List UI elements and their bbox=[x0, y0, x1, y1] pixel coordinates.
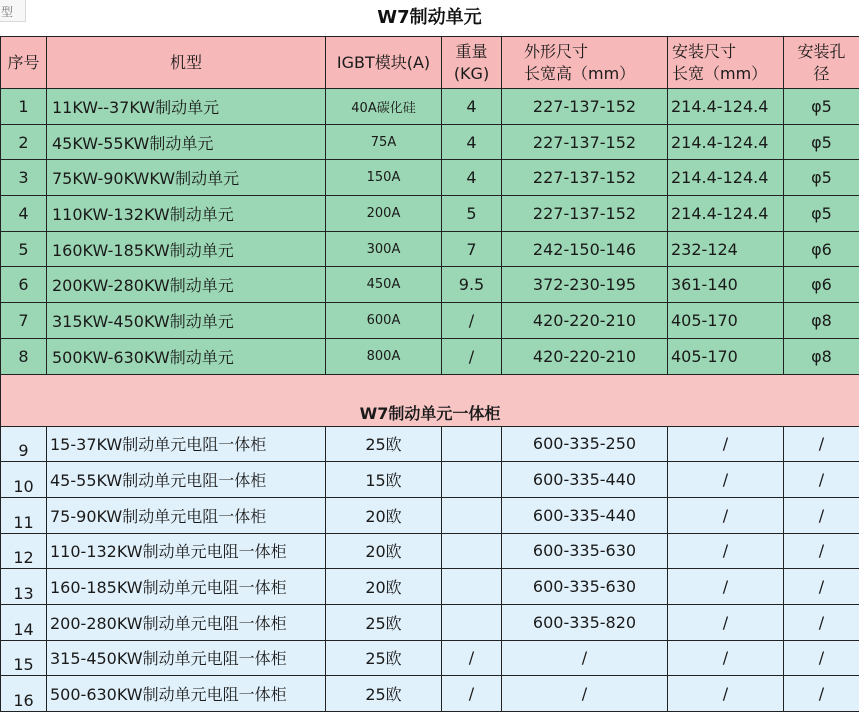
col-header-mount-line1: 安装尺寸 bbox=[672, 41, 737, 61]
cell-mount: 214.4-124.4 bbox=[668, 124, 784, 160]
unit-row bbox=[1, 267, 859, 303]
cell-index: 2 bbox=[1, 124, 47, 160]
cell-igbt: 20欧 bbox=[326, 533, 442, 569]
cell-model: 11KW--37KW制动单元 bbox=[47, 89, 326, 125]
col-header-size bbox=[502, 37, 668, 89]
cell-index: 13 bbox=[1, 569, 47, 605]
col-header-weight-line2: (KG) bbox=[453, 63, 490, 83]
cell-size: 227-137-152 bbox=[502, 124, 668, 160]
cell-igbt: 200A bbox=[326, 196, 442, 232]
cell-hole: φ8 bbox=[784, 338, 859, 374]
cell-model: 75-90KW制动单元电阻一体柜 bbox=[47, 497, 326, 533]
cell-size: 600-335-820 bbox=[502, 604, 668, 640]
cell-size: 227-137-152 bbox=[502, 89, 668, 125]
cell-size: 420-220-210 bbox=[502, 303, 668, 339]
cell-size: 420-220-210 bbox=[502, 338, 668, 374]
cell-weight bbox=[442, 426, 502, 462]
cell-mount: 214.4-124.4 bbox=[668, 196, 784, 232]
cell-size: 242-150-146 bbox=[502, 231, 668, 267]
unit-row bbox=[1, 196, 859, 232]
cabinet-row bbox=[1, 569, 859, 605]
cell-index: 4 bbox=[1, 196, 47, 232]
cell-hole: φ8 bbox=[784, 303, 859, 339]
cell-model: 160KW-185KW制动单元 bbox=[47, 231, 326, 267]
col-header-model: 机型 bbox=[47, 37, 326, 89]
cell-index: 5 bbox=[1, 231, 47, 267]
col-header-hole bbox=[784, 37, 859, 89]
col-header-mount-line2: 长宽（mm） bbox=[672, 63, 768, 83]
cell-size: 227-137-152 bbox=[502, 196, 668, 232]
cell-weight: / bbox=[442, 640, 502, 676]
col-header-index: 序号 bbox=[1, 37, 47, 89]
cell-mount: 214.4-124.4 bbox=[668, 89, 784, 125]
cell-index: 7 bbox=[1, 303, 47, 339]
cell-model: 45KW-55KW制动单元 bbox=[47, 124, 326, 160]
cell-hole: / bbox=[784, 462, 859, 498]
cell-model: 75KW-90KWKW制动单元 bbox=[47, 160, 326, 196]
cabinet-row bbox=[1, 640, 859, 676]
cell-igbt: 600A bbox=[326, 303, 442, 339]
cabinet-row bbox=[1, 676, 859, 712]
cell-mount: / bbox=[668, 676, 784, 712]
cell-weight bbox=[442, 497, 502, 533]
cell-igbt: 450A bbox=[326, 267, 442, 303]
cell-model: 160-185KW制动单元电阻一体柜 bbox=[47, 569, 326, 605]
cell-index: 16 bbox=[1, 676, 47, 712]
cell-size: 600-335-250 bbox=[502, 426, 668, 462]
unit-row bbox=[1, 160, 859, 196]
cell-hole: / bbox=[784, 497, 859, 533]
cell-mount: / bbox=[668, 462, 784, 498]
cell-hole: / bbox=[784, 676, 859, 712]
cell-weight: 7 bbox=[442, 231, 502, 267]
cell-igbt: 300A bbox=[326, 231, 442, 267]
cell-weight: 4 bbox=[442, 160, 502, 196]
cell-weight: 5 bbox=[442, 196, 502, 232]
cell-weight: 9.5 bbox=[442, 267, 502, 303]
cell-size: / bbox=[502, 676, 668, 712]
cell-weight bbox=[442, 604, 502, 640]
cell-mount: / bbox=[668, 640, 784, 676]
cabinet-row bbox=[1, 604, 859, 640]
cell-model: 200KW-280KW制动单元 bbox=[47, 267, 326, 303]
sheet-tab[interactable]: 型 bbox=[0, 0, 26, 22]
cell-igbt: 20欧 bbox=[326, 569, 442, 605]
cell-weight bbox=[442, 533, 502, 569]
cell-index: 9 bbox=[1, 426, 47, 462]
col-header-hole-line2: 径 bbox=[813, 63, 830, 83]
cell-hole: φ5 bbox=[784, 160, 859, 196]
cell-model: 315KW-450KW制动单元 bbox=[47, 303, 326, 339]
cell-size: 227-137-152 bbox=[502, 160, 668, 196]
cell-index: 8 bbox=[1, 338, 47, 374]
cell-igbt: 25欧 bbox=[326, 640, 442, 676]
cell-weight: 4 bbox=[442, 124, 502, 160]
cell-model: 110-132KW制动单元电阻一体柜 bbox=[47, 533, 326, 569]
cell-index: 1 bbox=[1, 89, 47, 125]
cell-model: 200-280KW制动单元电阻一体柜 bbox=[47, 604, 326, 640]
cell-model: 315-450KW制动单元电阻一体柜 bbox=[47, 640, 326, 676]
cell-mount: 405-170 bbox=[668, 338, 784, 374]
cabinet-row bbox=[1, 533, 859, 569]
header-row bbox=[1, 37, 859, 89]
unit-row bbox=[1, 89, 859, 125]
col-header-hole-line1: 安装孔 bbox=[797, 41, 846, 61]
cell-size: 600-335-440 bbox=[502, 462, 668, 498]
cell-igbt: 25欧 bbox=[326, 604, 442, 640]
cell-hole: / bbox=[784, 604, 859, 640]
cabinet-row bbox=[1, 426, 859, 462]
cell-hole: φ5 bbox=[784, 89, 859, 125]
cell-index: 12 bbox=[1, 533, 47, 569]
cell-igbt: 25欧 bbox=[326, 676, 442, 712]
cell-weight: / bbox=[442, 338, 502, 374]
cell-igbt: 40A碳化硅 bbox=[326, 89, 442, 125]
cell-hole: φ6 bbox=[784, 231, 859, 267]
cell-mount: / bbox=[668, 426, 784, 462]
cell-mount: / bbox=[668, 569, 784, 605]
cell-size: 600-335-630 bbox=[502, 569, 668, 605]
table-title: W7制动单元 bbox=[0, 0, 859, 36]
cell-model: 500KW-630KW制动单元 bbox=[47, 338, 326, 374]
cell-model: 500-630KW制动单元电阻一体柜 bbox=[47, 676, 326, 712]
cell-hole: / bbox=[784, 569, 859, 605]
spec-table bbox=[0, 36, 859, 712]
cell-size: 600-335-630 bbox=[502, 533, 668, 569]
cell-size: / bbox=[502, 640, 668, 676]
section-header-row bbox=[1, 374, 859, 426]
cell-igbt: 800A bbox=[326, 338, 442, 374]
cell-igbt: 25欧 bbox=[326, 426, 442, 462]
cell-index: 11 bbox=[1, 497, 47, 533]
cell-hole: φ6 bbox=[784, 267, 859, 303]
cell-hole: φ5 bbox=[784, 124, 859, 160]
cell-index: 3 bbox=[1, 160, 47, 196]
unit-row bbox=[1, 303, 859, 339]
cell-mount: 214.4-124.4 bbox=[668, 160, 784, 196]
cell-model: 45-55KW制动单元电阻一体柜 bbox=[47, 462, 326, 498]
section-title: W7制动单元一体柜 bbox=[1, 374, 859, 426]
cell-size: 372-230-195 bbox=[502, 267, 668, 303]
cell-mount: 361-140 bbox=[668, 267, 784, 303]
cell-igbt: 15欧 bbox=[326, 462, 442, 498]
unit-row bbox=[1, 124, 859, 160]
cell-igbt: 150A bbox=[326, 160, 442, 196]
cell-index: 6 bbox=[1, 267, 47, 303]
cell-model: 110KW-132KW制动单元 bbox=[47, 196, 326, 232]
cell-hole: / bbox=[784, 426, 859, 462]
cell-weight: 4 bbox=[442, 89, 502, 125]
col-header-weight-line1: 重量 bbox=[455, 41, 488, 61]
col-header-weight bbox=[442, 37, 502, 89]
cell-index: 14 bbox=[1, 604, 47, 640]
cell-mount: / bbox=[668, 497, 784, 533]
cell-weight: / bbox=[442, 303, 502, 339]
col-header-igbt: IGBT模块(A) bbox=[326, 37, 442, 89]
cell-igbt: 20欧 bbox=[326, 497, 442, 533]
unit-row bbox=[1, 338, 859, 374]
cell-size: 600-335-440 bbox=[502, 497, 668, 533]
cell-mount: 232-124 bbox=[668, 231, 784, 267]
cell-mount: / bbox=[668, 604, 784, 640]
cell-weight bbox=[442, 462, 502, 498]
cell-hole: φ5 bbox=[784, 196, 859, 232]
cabinet-row bbox=[1, 497, 859, 533]
cell-mount: / bbox=[668, 533, 784, 569]
cell-weight: / bbox=[442, 676, 502, 712]
cell-model: 15-37KW制动单元电阻一体柜 bbox=[47, 426, 326, 462]
cell-mount: 405-170 bbox=[668, 303, 784, 339]
col-header-size-line1: 外形尺寸 bbox=[524, 41, 589, 61]
col-header-size-line2: 长宽高（mm） bbox=[524, 63, 636, 83]
cell-hole: / bbox=[784, 640, 859, 676]
cell-index: 10 bbox=[1, 462, 47, 498]
cabinet-row bbox=[1, 462, 859, 498]
cell-igbt: 75A bbox=[326, 124, 442, 160]
cell-hole: / bbox=[784, 533, 859, 569]
unit-row bbox=[1, 231, 859, 267]
col-header-mount bbox=[668, 37, 784, 89]
cell-weight bbox=[442, 569, 502, 605]
cell-index: 15 bbox=[1, 640, 47, 676]
